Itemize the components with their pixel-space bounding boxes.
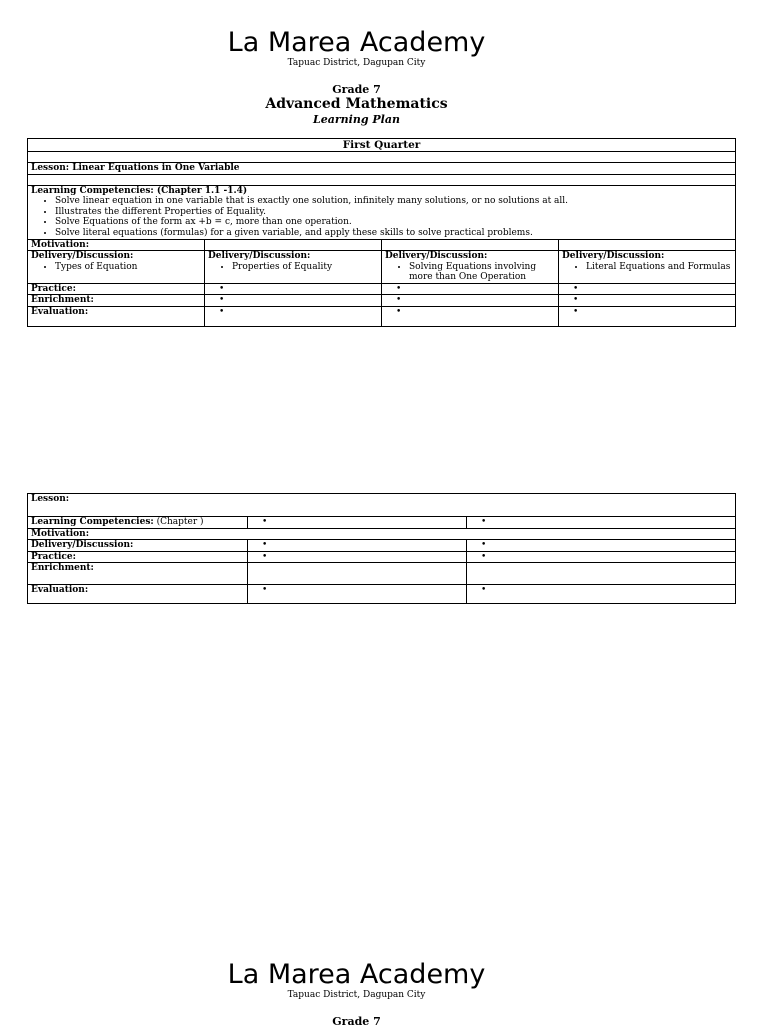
bullet: • — [382, 295, 559, 307]
bullet: • — [205, 283, 382, 295]
motivation-cell — [559, 239, 736, 251]
bullet: • — [467, 517, 736, 529]
evaluation-label: Evaluation: — [28, 306, 205, 326]
delivery-label: Delivery/Discussion: — [208, 251, 311, 261]
learning-plan-table-2 — [27, 493, 736, 604]
school-name: La Marea Academy — [227, 27, 486, 58]
bullet: • — [382, 283, 559, 295]
enrichment-cell — [467, 563, 736, 585]
blank-row — [28, 174, 736, 185]
delivery-topic: • Properties of Equality — [232, 262, 378, 273]
practice-label: Practice: — [28, 283, 205, 295]
school-address-page-2: Tapuac District, Dagupan City — [287, 990, 426, 1000]
competencies-list — [31, 196, 732, 238]
competency-item: • Illustrates the different Properties of Equality. — [55, 207, 732, 218]
grade-level: Grade 7 — [332, 83, 381, 96]
motivation-label: Motivation: — [28, 528, 736, 540]
enrichment-label: Enrichment: — [28, 295, 205, 307]
delivery-topic: • Literal Equations and Formulas — [586, 262, 732, 273]
bullet: • — [559, 306, 736, 326]
bullet: • — [248, 517, 467, 529]
bullet: • — [382, 306, 559, 326]
competency-item: • Solve Equations of the form ax +b = c, more than one operation. — [55, 217, 732, 228]
competency-item: • Solve linear equation in one variable that is exactly one solution, infinitely many solutions, or no solutions at all. — [55, 196, 732, 207]
grade-level-page-2: Grade 7 — [332, 1015, 381, 1028]
bullet: • — [467, 551, 736, 563]
learning-plan-table-1 — [27, 138, 736, 327]
motivation-cell — [382, 239, 559, 251]
motivation-label: Motivation: — [28, 239, 205, 251]
lesson-label: Lesson: — [28, 494, 736, 517]
subject-title: Advanced Mathematics — [265, 96, 448, 112]
enrichment-label: Enrichment: — [28, 563, 248, 585]
delivery-cell — [205, 251, 382, 284]
evaluation-label: Evaluation: — [28, 585, 248, 604]
bullet: • — [248, 540, 467, 552]
delivery-cell — [28, 251, 205, 284]
bullet: • — [205, 306, 382, 326]
quarter-heading: First Quarter — [28, 139, 736, 152]
bullet: • — [248, 551, 467, 563]
competencies-label: Learning Competencies: — [31, 517, 154, 527]
lesson-title: Lesson: Linear Equations in One Variable — [28, 163, 736, 175]
bullet: • — [205, 295, 382, 307]
bullet: • — [467, 540, 736, 552]
chapter-text: (Chapter ) — [156, 517, 204, 527]
delivery-topic: • Types of Equation — [55, 262, 201, 273]
delivery-label: Delivery/Discussion: — [31, 251, 134, 261]
bullet: • — [559, 295, 736, 307]
competency-item: • Solve literal equations (formulas) for a given variable, and apply these skills to solve practical problems. — [55, 228, 732, 239]
delivery-label: Delivery/Discussion: — [562, 251, 665, 261]
school-address: Tapuac District, Dagupan City — [287, 58, 426, 68]
school-name-page-2: La Marea Academy — [227, 959, 486, 990]
delivery-label: Delivery/Discussion: — [385, 251, 488, 261]
learning-competencies-cell — [28, 185, 736, 239]
delivery-cell — [382, 251, 559, 284]
motivation-cell — [205, 239, 382, 251]
delivery-topic: • Solving Equations involving more than One Operation — [409, 262, 555, 283]
practice-label: Practice: — [28, 551, 248, 563]
competencies-label: Learning Competencies: (Chapter 1.1 -1.4) — [31, 185, 248, 196]
blank-row — [28, 152, 736, 163]
enrichment-cell — [248, 563, 467, 585]
document-type: Learning Plan — [313, 113, 400, 126]
bullet: • — [559, 283, 736, 295]
bullet: • — [248, 585, 467, 604]
competencies-cell — [28, 517, 248, 529]
bullet: • — [467, 585, 736, 604]
delivery-label: Delivery/Discussion: — [28, 540, 248, 552]
delivery-cell — [559, 251, 736, 284]
